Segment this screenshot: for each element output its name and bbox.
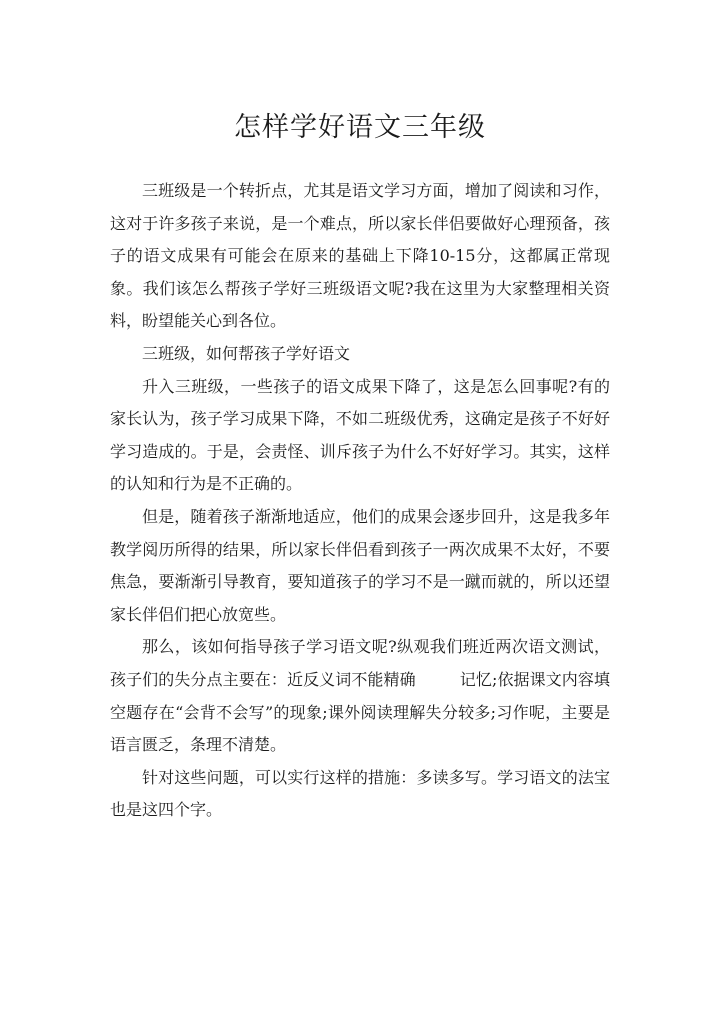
document-body bbox=[110, 175, 610, 827]
paragraph-measures: 针对这些问题，可以实行这样的措施：多读多写。学习语文的法宝也是这四个字。 bbox=[110, 767, 610, 820]
paragraph-problems bbox=[110, 631, 610, 761]
paragraph-intro: 三班级是一个转折点，尤其是语文学习方面，增加了阅读和习作，这对于许多孩子来说，是一个难点，所以家长伴侣要做好心理预备，孩子的语文成果有可能会在原来的基础上下降10-15分，这都属正常现象。我们该怎么帮孩子学好三班级语文呢?我在这里为大家整理相关资料，盼望能关心到各位。 bbox=[110, 181, 610, 331]
paragraph-problems-part-2: 记忆;依据课文内容填空题存在“会背不会写”的现象;课外阅读理解失分较多;习作呢，主要是语言匮乏，条理不清楚。 bbox=[110, 669, 610, 755]
paragraph-grade-drop: 升入三班级，一些孩子的语文成果下降了，这是怎么回事呢?有的家长认为，孩子学习成果下降，不如二班级优秀，这确定是孩子不好好学习造成的。于是，会责怪、训斥孩子为什么不好好学习。其实，这样的认知和行为是不正确的。 bbox=[110, 376, 610, 494]
paragraph-recovery: 但是，随着孩子渐渐地适应，他们的成果会逐步回升，这是我多年教学阅历所得的结果，所以家长伴侣看到孩子一两次成果不太好，不要焦急，要渐渐引导教育，要知道孩子的学习不是一蹴而就的，所以还望家长伴侣们把心放宽些。 bbox=[110, 506, 610, 624]
paragraph-subheading: 三班级，如何帮孩子学好语文 bbox=[142, 343, 351, 363]
document-title: 怎样学好语文三年级 bbox=[234, 112, 486, 143]
paragraph-problems-part-1: 那么，该如何指导孩子学习语文呢?纵观我们班近两次语文测试，孩子们的失分点主要在：近反义词不能精确 bbox=[110, 637, 610, 689]
